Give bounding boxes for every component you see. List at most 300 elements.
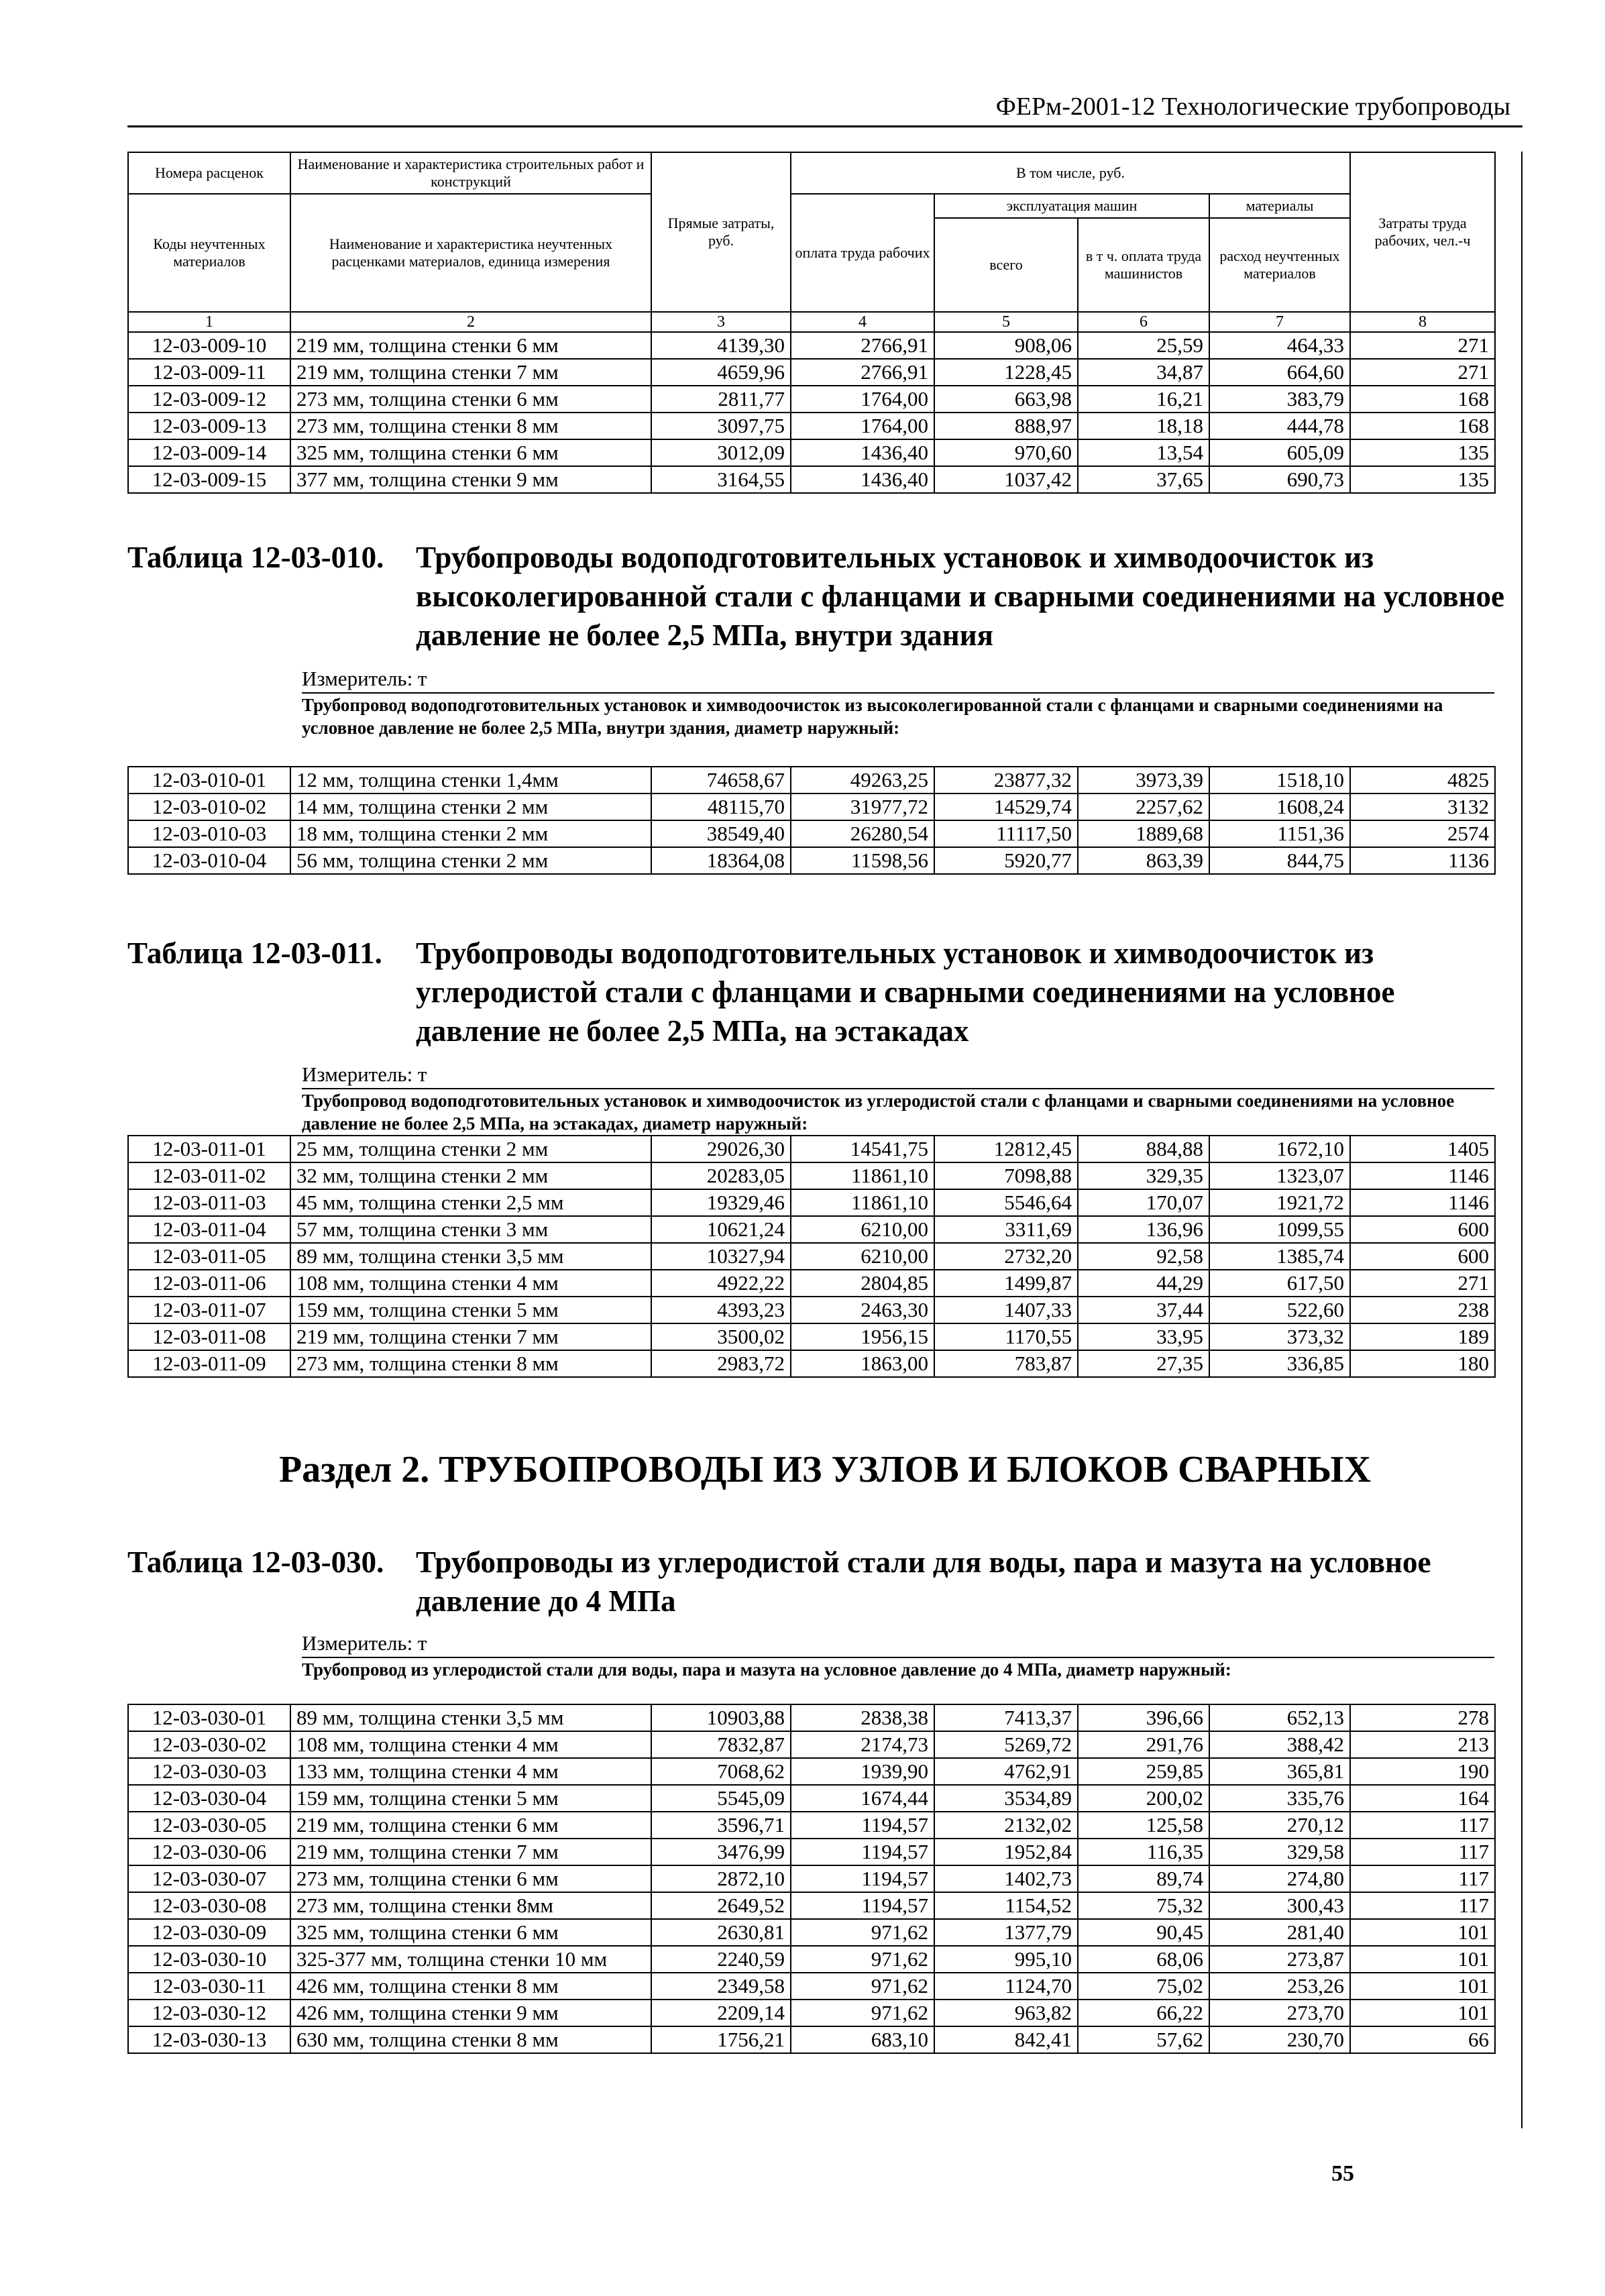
cell-machines-total: 3311,69	[934, 1216, 1078, 1243]
cell-operator-pay: 66,22	[1078, 2000, 1209, 2026]
col-num: 3	[651, 312, 791, 332]
cell-operator-pay: 68,06	[1078, 1946, 1209, 1973]
cell-machines-total: 1170,55	[934, 1323, 1078, 1350]
header-rate-number: Номера расценок	[128, 152, 290, 194]
header-work-name: Наименование и характеристика строительных работ и конструкций	[290, 152, 651, 194]
table-030-number: Таблица 12-03-030.	[127, 1545, 384, 1579]
table-011-number: Таблица 12-03-011.	[127, 936, 382, 970]
table-010-body	[128, 767, 1495, 874]
cell-rate-code: 12-03-011-01	[128, 1136, 290, 1162]
cell-materials: 365,81	[1209, 1758, 1350, 1785]
cell-machines-total: 11117,50	[934, 820, 1078, 847]
cell-operator-pay: 3973,39	[1078, 767, 1209, 794]
cell-rate-code: 12-03-009-11	[128, 359, 290, 386]
table-row	[128, 1350, 1495, 1377]
cell-labor-hours: 238	[1350, 1297, 1495, 1323]
cell-operator-pay: 116,35	[1078, 1839, 1209, 1865]
cell-labor-hours: 278	[1350, 1704, 1495, 1731]
cell-rate-code: 12-03-030-07	[128, 1865, 290, 1892]
cell-direct-cost: 3476,99	[651, 1839, 791, 1865]
cell-machines-total: 888,97	[934, 413, 1078, 439]
cell-machines-total: 908,06	[934, 332, 1078, 359]
cell-labor-hours: 213	[1350, 1731, 1495, 1758]
table-010-unit: Измеритель: т	[302, 667, 427, 690]
cell-worker-pay: 31977,72	[791, 794, 934, 820]
cell-materials: 253,26	[1209, 1973, 1350, 2000]
cell-labor-hours: 600	[1350, 1243, 1495, 1270]
cell-operator-pay: 13,54	[1078, 439, 1209, 466]
cell-operator-pay: 44,29	[1078, 1270, 1209, 1297]
cell-rate-code: 12-03-030-12	[128, 2000, 290, 2026]
col-num: 8	[1350, 312, 1495, 332]
cell-materials: 273,87	[1209, 1946, 1350, 1973]
table-row	[128, 1919, 1495, 1946]
cell-direct-cost: 4922,22	[651, 1270, 791, 1297]
cell-description: 219 мм, толщина стенки 7 мм	[290, 1839, 651, 1865]
cell-labor-hours: 101	[1350, 1973, 1495, 2000]
cell-labor-hours: 271	[1350, 359, 1495, 386]
table-row	[128, 1323, 1495, 1350]
cell-rate-code: 12-03-009-14	[128, 439, 290, 466]
cell-direct-cost: 10621,24	[651, 1216, 791, 1243]
cell-operator-pay: 396,66	[1078, 1704, 1209, 1731]
cell-operator-pay: 2257,62	[1078, 794, 1209, 820]
cell-worker-pay: 1764,00	[791, 386, 934, 413]
cell-labor-hours: 168	[1350, 386, 1495, 413]
table-row	[128, 2000, 1495, 2026]
cell-worker-pay: 1194,57	[791, 1812, 934, 1839]
cell-machines-total: 1402,73	[934, 1865, 1078, 1892]
cell-description: 108 мм, толщина стенки 4 мм	[290, 1270, 651, 1297]
cell-description: 273 мм, толщина стенки 6 мм	[290, 386, 651, 413]
cell-rate-code: 12-03-009-12	[128, 386, 290, 413]
table-011	[127, 1135, 1496, 1378]
cell-description: 325 мм, толщина стенки 6 мм	[290, 1919, 651, 1946]
table-row	[128, 1731, 1495, 1758]
cell-description: 159 мм, толщина стенки 5 мм	[290, 1785, 651, 1812]
cell-rate-code: 12-03-030-01	[128, 1704, 290, 1731]
cell-rate-code: 12-03-011-02	[128, 1162, 290, 1189]
cell-worker-pay: 1764,00	[791, 413, 934, 439]
cell-worker-pay: 26280,54	[791, 820, 934, 847]
cell-description: 219 мм, толщина стенки 7 мм	[290, 359, 651, 386]
cell-labor-hours: 1136	[1350, 847, 1495, 874]
cell-labor-hours: 190	[1350, 1758, 1495, 1785]
cell-description: 219 мм, толщина стенки 6 мм	[290, 332, 651, 359]
table-011-unit: Измеритель: т	[302, 1062, 427, 1086]
cell-description: 273 мм, толщина стенки 8 мм	[290, 413, 651, 439]
cell-labor-hours: 4825	[1350, 767, 1495, 794]
cell-machines-total: 2732,20	[934, 1243, 1078, 1270]
cell-description: 108 мм, толщина стенки 4 мм	[290, 1731, 651, 1758]
col-num: 6	[1078, 312, 1209, 332]
cell-materials: 273,70	[1209, 2000, 1350, 2026]
cell-materials: 230,70	[1209, 2026, 1350, 2053]
cell-machines-total: 663,98	[934, 386, 1078, 413]
cell-materials: 270,12	[1209, 1812, 1350, 1839]
cell-machines-total: 1499,87	[934, 1270, 1078, 1297]
table-030-title: Трубопроводы из углеродистой стали для воды, пара и мазута на условное давление до 4 МПа	[416, 1545, 1431, 1618]
cell-rate-code: 12-03-030-02	[128, 1731, 290, 1758]
cell-operator-pay: 291,76	[1078, 1731, 1209, 1758]
cell-machines-total: 14529,74	[934, 794, 1078, 820]
cell-operator-pay: 329,35	[1078, 1162, 1209, 1189]
cell-labor-hours: 135	[1350, 439, 1495, 466]
cell-operator-pay: 200,02	[1078, 1785, 1209, 1812]
table-row	[128, 1189, 1495, 1216]
cell-rate-code: 12-03-010-02	[128, 794, 290, 820]
header-materials: материалы	[1209, 194, 1350, 218]
cell-labor-hours: 600	[1350, 1216, 1495, 1243]
cell-materials: 1518,10	[1209, 767, 1350, 794]
cell-description: 56 мм, толщина стенки 2 мм	[290, 847, 651, 874]
cell-worker-pay: 1194,57	[791, 1892, 934, 1919]
cell-rate-code: 12-03-011-03	[128, 1189, 290, 1216]
cell-worker-pay: 2766,91	[791, 332, 934, 359]
cell-description: 18 мм, толщина стенки 2 мм	[290, 820, 651, 847]
cell-worker-pay: 2174,73	[791, 1731, 934, 1758]
cell-worker-pay: 11861,10	[791, 1162, 934, 1189]
table-row	[128, 1812, 1495, 1839]
cell-operator-pay: 27,35	[1078, 1350, 1209, 1377]
cell-labor-hours: 117	[1350, 1892, 1495, 1919]
table-row	[128, 439, 1495, 466]
cell-direct-cost: 10327,94	[651, 1243, 791, 1270]
cell-worker-pay: 2838,38	[791, 1704, 934, 1731]
cell-description: 45 мм, толщина стенки 2,5 мм	[290, 1189, 651, 1216]
cell-machines-total: 5920,77	[934, 847, 1078, 874]
table-011-body	[128, 1136, 1495, 1377]
cell-materials: 281,40	[1209, 1919, 1350, 1946]
cell-labor-hours: 117	[1350, 1865, 1495, 1892]
cell-worker-pay: 6210,00	[791, 1243, 934, 1270]
cell-machines-total: 23877,32	[934, 767, 1078, 794]
cell-materials: 335,76	[1209, 1785, 1350, 1812]
cell-machines-total: 2132,02	[934, 1812, 1078, 1839]
cell-materials: 336,85	[1209, 1350, 1350, 1377]
cell-materials: 617,50	[1209, 1270, 1350, 1297]
cell-machines-total: 970,60	[934, 439, 1078, 466]
cell-description: 325-377 мм, толщина стенки 10 мм	[290, 1946, 651, 1973]
cell-operator-pay: 92,58	[1078, 1243, 1209, 1270]
cell-direct-cost: 2872,10	[651, 1865, 791, 1892]
cell-materials: 690,73	[1209, 466, 1350, 493]
cell-labor-hours: 101	[1350, 1919, 1495, 1946]
cell-worker-pay: 1194,57	[791, 1839, 934, 1865]
cell-description: 25 мм, толщина стенки 2 мм	[290, 1136, 651, 1162]
cell-rate-code: 12-03-030-05	[128, 1812, 290, 1839]
cell-materials: 373,32	[1209, 1323, 1350, 1350]
table-030-unit: Измеритель: т	[302, 1631, 427, 1655]
table-header-009	[127, 152, 1496, 494]
cell-rate-code: 12-03-030-13	[128, 2026, 290, 2053]
cell-labor-hours: 168	[1350, 413, 1495, 439]
cell-rate-code: 12-03-009-15	[128, 466, 290, 493]
cell-labor-hours: 117	[1350, 1839, 1495, 1865]
cell-description: 89 мм, толщина стенки 3,5 мм	[290, 1704, 651, 1731]
cell-worker-pay: 14541,75	[791, 1136, 934, 1162]
table-row	[128, 1758, 1495, 1785]
cell-direct-cost: 3596,71	[651, 1812, 791, 1839]
cell-direct-cost: 5545,09	[651, 1785, 791, 1812]
cell-worker-pay: 49263,25	[791, 767, 934, 794]
cell-rate-code: 12-03-030-09	[128, 1919, 290, 1946]
table-030-group: Трубопровод из углеродистой стали для воды, пара и мазута на условное давление до 4 МПа, диаметр наружный:	[302, 1657, 1494, 1681]
cell-materials: 664,60	[1209, 359, 1350, 386]
cell-operator-pay: 57,62	[1078, 2026, 1209, 2053]
table-010-title: Трубопроводы водоподготовительных установок и химводоочисток из высоколегированной стали с фланцами и сварными соединениями на условное давление не более 2,5 МПа, внутри здания	[416, 541, 1505, 652]
cell-worker-pay: 1436,40	[791, 439, 934, 466]
table-row	[128, 332, 1495, 359]
cell-machines-total: 1154,52	[934, 1892, 1078, 1919]
cell-labor-hours: 1405	[1350, 1136, 1495, 1162]
cell-worker-pay: 1939,90	[791, 1758, 934, 1785]
table-row	[128, 1839, 1495, 1865]
cell-materials: 522,60	[1209, 1297, 1350, 1323]
cell-description: 159 мм, толщина стенки 5 мм	[290, 1297, 651, 1323]
cell-worker-pay: 1863,00	[791, 1350, 934, 1377]
table-row	[128, 386, 1495, 413]
cell-operator-pay: 259,85	[1078, 1758, 1209, 1785]
cell-rate-code: 12-03-010-01	[128, 767, 290, 794]
cell-direct-cost: 2983,72	[651, 1350, 791, 1377]
cell-machines-total: 1407,33	[934, 1297, 1078, 1323]
cell-worker-pay: 2463,30	[791, 1297, 934, 1323]
cell-direct-cost: 2209,14	[651, 2000, 791, 2026]
header-including: В том числе, руб.	[791, 152, 1350, 194]
cell-machines-total: 1228,45	[934, 359, 1078, 386]
cell-labor-hours: 101	[1350, 1946, 1495, 1973]
cell-direct-cost: 2349,58	[651, 1973, 791, 2000]
table-030	[127, 1704, 1496, 2054]
cell-machines-total: 5546,64	[934, 1189, 1078, 1216]
cell-labor-hours: 1146	[1350, 1189, 1495, 1216]
cell-description: 57 мм, толщина стенки 3 мм	[290, 1216, 651, 1243]
cell-description: 32 мм, толщина стенки 2 мм	[290, 1162, 651, 1189]
cell-materials: 1385,74	[1209, 1243, 1350, 1270]
cell-description: 426 мм, толщина стенки 9 мм	[290, 2000, 651, 2026]
cell-worker-pay: 971,62	[791, 1973, 934, 2000]
table-row	[128, 466, 1495, 493]
cell-description: 273 мм, толщина стенки 8мм	[290, 1892, 651, 1919]
cell-description: 377 мм, толщина стенки 9 мм	[290, 466, 651, 493]
header-material-use: расход неучтенных материалов	[1209, 218, 1350, 312]
cell-direct-cost: 2240,59	[651, 1946, 791, 1973]
cell-operator-pay: 884,88	[1078, 1136, 1209, 1162]
header-direct-cost: Прямые затраты, руб.	[651, 152, 791, 312]
cell-worker-pay: 971,62	[791, 2000, 934, 2026]
cell-operator-pay: 863,39	[1078, 847, 1209, 874]
table-row	[128, 1865, 1495, 1892]
cell-materials: 844,75	[1209, 847, 1350, 874]
table-010	[127, 766, 1496, 875]
cell-rate-code: 12-03-011-04	[128, 1216, 290, 1243]
cell-description: 14 мм, толщина стенки 2 мм	[290, 794, 651, 820]
cell-worker-pay: 11598,56	[791, 847, 934, 874]
cell-labor-hours: 271	[1350, 332, 1495, 359]
cell-machines-total: 783,87	[934, 1350, 1078, 1377]
cell-materials: 464,33	[1209, 332, 1350, 359]
cell-direct-cost: 4139,30	[651, 332, 791, 359]
cell-machines-total: 7413,37	[934, 1704, 1078, 1731]
cell-machines-total: 5269,72	[934, 1731, 1078, 1758]
cell-labor-hours: 164	[1350, 1785, 1495, 1812]
cell-operator-pay: 18,18	[1078, 413, 1209, 439]
cell-rate-code: 12-03-010-04	[128, 847, 290, 874]
table-row	[128, 847, 1495, 874]
cell-direct-cost: 7068,62	[651, 1758, 791, 1785]
cell-rate-code: 12-03-009-10	[128, 332, 290, 359]
cell-machines-total: 12812,45	[934, 1136, 1078, 1162]
cell-direct-cost: 18364,08	[651, 847, 791, 874]
header-labor: Затраты труда рабочих, чел.-ч	[1350, 152, 1495, 312]
cell-labor-hours: 1146	[1350, 1162, 1495, 1189]
table-row	[128, 1270, 1495, 1297]
cell-direct-cost: 1756,21	[651, 2026, 791, 2053]
table-row	[128, 1136, 1495, 1162]
cell-direct-cost: 2630,81	[651, 1919, 791, 1946]
cell-worker-pay: 1436,40	[791, 466, 934, 493]
cell-worker-pay: 6210,00	[791, 1216, 934, 1243]
cell-operator-pay: 136,96	[1078, 1216, 1209, 1243]
table-row	[128, 1243, 1495, 1270]
table-030-body	[128, 1704, 1495, 2053]
cell-materials: 329,58	[1209, 1839, 1350, 1865]
cell-worker-pay: 11861,10	[791, 1189, 934, 1216]
cell-materials: 605,09	[1209, 439, 1350, 466]
col-num: 7	[1209, 312, 1350, 332]
cell-direct-cost: 48115,70	[651, 794, 791, 820]
cell-description: 219 мм, толщина стенки 7 мм	[290, 1323, 651, 1350]
table-010-group: Трубопровод водоподготовительных установок и химводоочисток из высоколегированной стали с фланцами и сварными соединениями на условное давление не более 2,5 МПа, внутри здания, диаметр наружный:	[302, 692, 1494, 739]
cell-rate-code: 12-03-009-13	[128, 413, 290, 439]
cell-direct-cost: 2811,77	[651, 386, 791, 413]
header-machines-total: всего	[934, 218, 1078, 312]
cell-machines-total: 995,10	[934, 1946, 1078, 1973]
cell-worker-pay: 2804,85	[791, 1270, 934, 1297]
cell-direct-cost: 7832,87	[651, 1731, 791, 1758]
cell-operator-pay: 1889,68	[1078, 820, 1209, 847]
cell-direct-cost: 10903,88	[651, 1704, 791, 1731]
cell-worker-pay: 971,62	[791, 1946, 934, 1973]
cell-operator-pay: 34,87	[1078, 359, 1209, 386]
cell-rate-code: 12-03-030-06	[128, 1839, 290, 1865]
cell-direct-cost: 3164,55	[651, 466, 791, 493]
col-num: 1	[128, 312, 290, 332]
cell-machines-total: 1037,42	[934, 466, 1078, 493]
cell-materials: 1151,36	[1209, 820, 1350, 847]
cell-machines-total: 7098,88	[934, 1162, 1078, 1189]
cell-machines-total: 842,41	[934, 2026, 1078, 2053]
cell-worker-pay: 2766,91	[791, 359, 934, 386]
col-num: 4	[791, 312, 934, 332]
table-011-heading	[127, 934, 1523, 1050]
cell-materials: 1672,10	[1209, 1136, 1350, 1162]
table-row	[128, 1946, 1495, 1973]
cell-labor-hours: 101	[1350, 2000, 1495, 2026]
cell-machines-total: 1952,84	[934, 1839, 1078, 1865]
cell-rate-code: 12-03-011-08	[128, 1323, 290, 1350]
cell-materials: 1099,55	[1209, 1216, 1350, 1243]
cell-description: 12 мм, толщина стенки 1,4мм	[290, 767, 651, 794]
cell-description: 133 мм, толщина стенки 4 мм	[290, 1758, 651, 1785]
table-row	[128, 2026, 1495, 2053]
cell-direct-cost: 4659,96	[651, 359, 791, 386]
header-machines: эксплуатация машин	[934, 194, 1209, 218]
cell-direct-cost: 4393,23	[651, 1297, 791, 1323]
table-010-number: Таблица 12-03-010.	[127, 541, 384, 574]
cell-worker-pay: 971,62	[791, 1919, 934, 1946]
cell-materials: 1608,24	[1209, 794, 1350, 820]
cell-direct-cost: 29026,30	[651, 1136, 791, 1162]
table-row	[128, 794, 1495, 820]
cell-operator-pay: 33,95	[1078, 1323, 1209, 1350]
cell-description: 426 мм, толщина стенки 8 мм	[290, 1973, 651, 2000]
cell-machines-total: 1377,79	[934, 1919, 1078, 1946]
cell-labor-hours: 2574	[1350, 820, 1495, 847]
cell-operator-pay: 170,07	[1078, 1189, 1209, 1216]
col-num: 2	[290, 312, 651, 332]
cell-materials: 1921,72	[1209, 1189, 1350, 1216]
col-num: 5	[934, 312, 1078, 332]
cell-labor-hours: 271	[1350, 1270, 1495, 1297]
cell-description: 630 мм, толщина стенки 8 мм	[290, 2026, 651, 2053]
cell-operator-pay: 89,74	[1078, 1865, 1209, 1892]
cell-materials: 444,78	[1209, 413, 1350, 439]
cell-rate-code: 12-03-030-10	[128, 1946, 290, 1973]
cell-description: 325 мм, толщина стенки 6 мм	[290, 439, 651, 466]
section-title: Раздел 2. ТРУБОПРОВОДЫ ИЗ УЗЛОВ И БЛОКОВ СВАРНЫХ	[278, 1449, 1372, 1490]
cell-labor-hours: 117	[1350, 1812, 1495, 1839]
cell-direct-cost: 3012,09	[651, 439, 791, 466]
cell-rate-code: 12-03-011-06	[128, 1270, 290, 1297]
cell-labor-hours: 66	[1350, 2026, 1495, 2053]
cell-materials: 652,13	[1209, 1704, 1350, 1731]
cell-operator-pay: 75,02	[1078, 1973, 1209, 2000]
cell-direct-cost: 19329,46	[651, 1189, 791, 1216]
table-011-title: Трубопроводы водоподготовительных установок и химводоочисток из углеродистой стали с фланцами и сварными соединениями на условное давление не более 2,5 МПа, на эстакадах	[416, 936, 1395, 1048]
cell-direct-cost: 3097,75	[651, 413, 791, 439]
header-material-name: Наименование и характеристика неучтенных расценками материалов, единица измерения	[290, 194, 651, 312]
header-operator-pay: в т ч. оплата труда машинистов	[1078, 218, 1209, 312]
cell-description: 219 мм, толщина стенки 6 мм	[290, 1812, 651, 1839]
running-header: ФЕРм-2001-12 Технологические трубопроводы	[127, 87, 1523, 127]
cell-direct-cost: 3500,02	[651, 1323, 791, 1350]
table-row	[128, 1892, 1495, 1919]
cell-worker-pay: 683,10	[791, 2026, 934, 2053]
table-row	[128, 767, 1495, 794]
cell-direct-cost: 38549,40	[651, 820, 791, 847]
table-row	[128, 1973, 1495, 2000]
table-row	[128, 1785, 1495, 1812]
cell-machines-total: 3534,89	[934, 1785, 1078, 1812]
table-row	[128, 1297, 1495, 1323]
cell-rate-code: 12-03-030-04	[128, 1785, 290, 1812]
cell-labor-hours: 135	[1350, 466, 1495, 493]
cell-materials: 300,43	[1209, 1892, 1350, 1919]
table-row	[128, 1704, 1495, 1731]
cell-direct-cost: 74658,67	[651, 767, 791, 794]
cell-materials: 274,80	[1209, 1865, 1350, 1892]
table-row	[128, 1162, 1495, 1189]
cell-description: 89 мм, толщина стенки 3,5 мм	[290, 1243, 651, 1270]
cell-labor-hours: 180	[1350, 1350, 1495, 1377]
cell-rate-code: 12-03-030-03	[128, 1758, 290, 1785]
cell-operator-pay: 125,58	[1078, 1812, 1209, 1839]
header-material-codes: Коды неучтенных материалов	[128, 194, 290, 312]
table-row	[128, 413, 1495, 439]
cell-labor-hours: 3132	[1350, 794, 1495, 820]
